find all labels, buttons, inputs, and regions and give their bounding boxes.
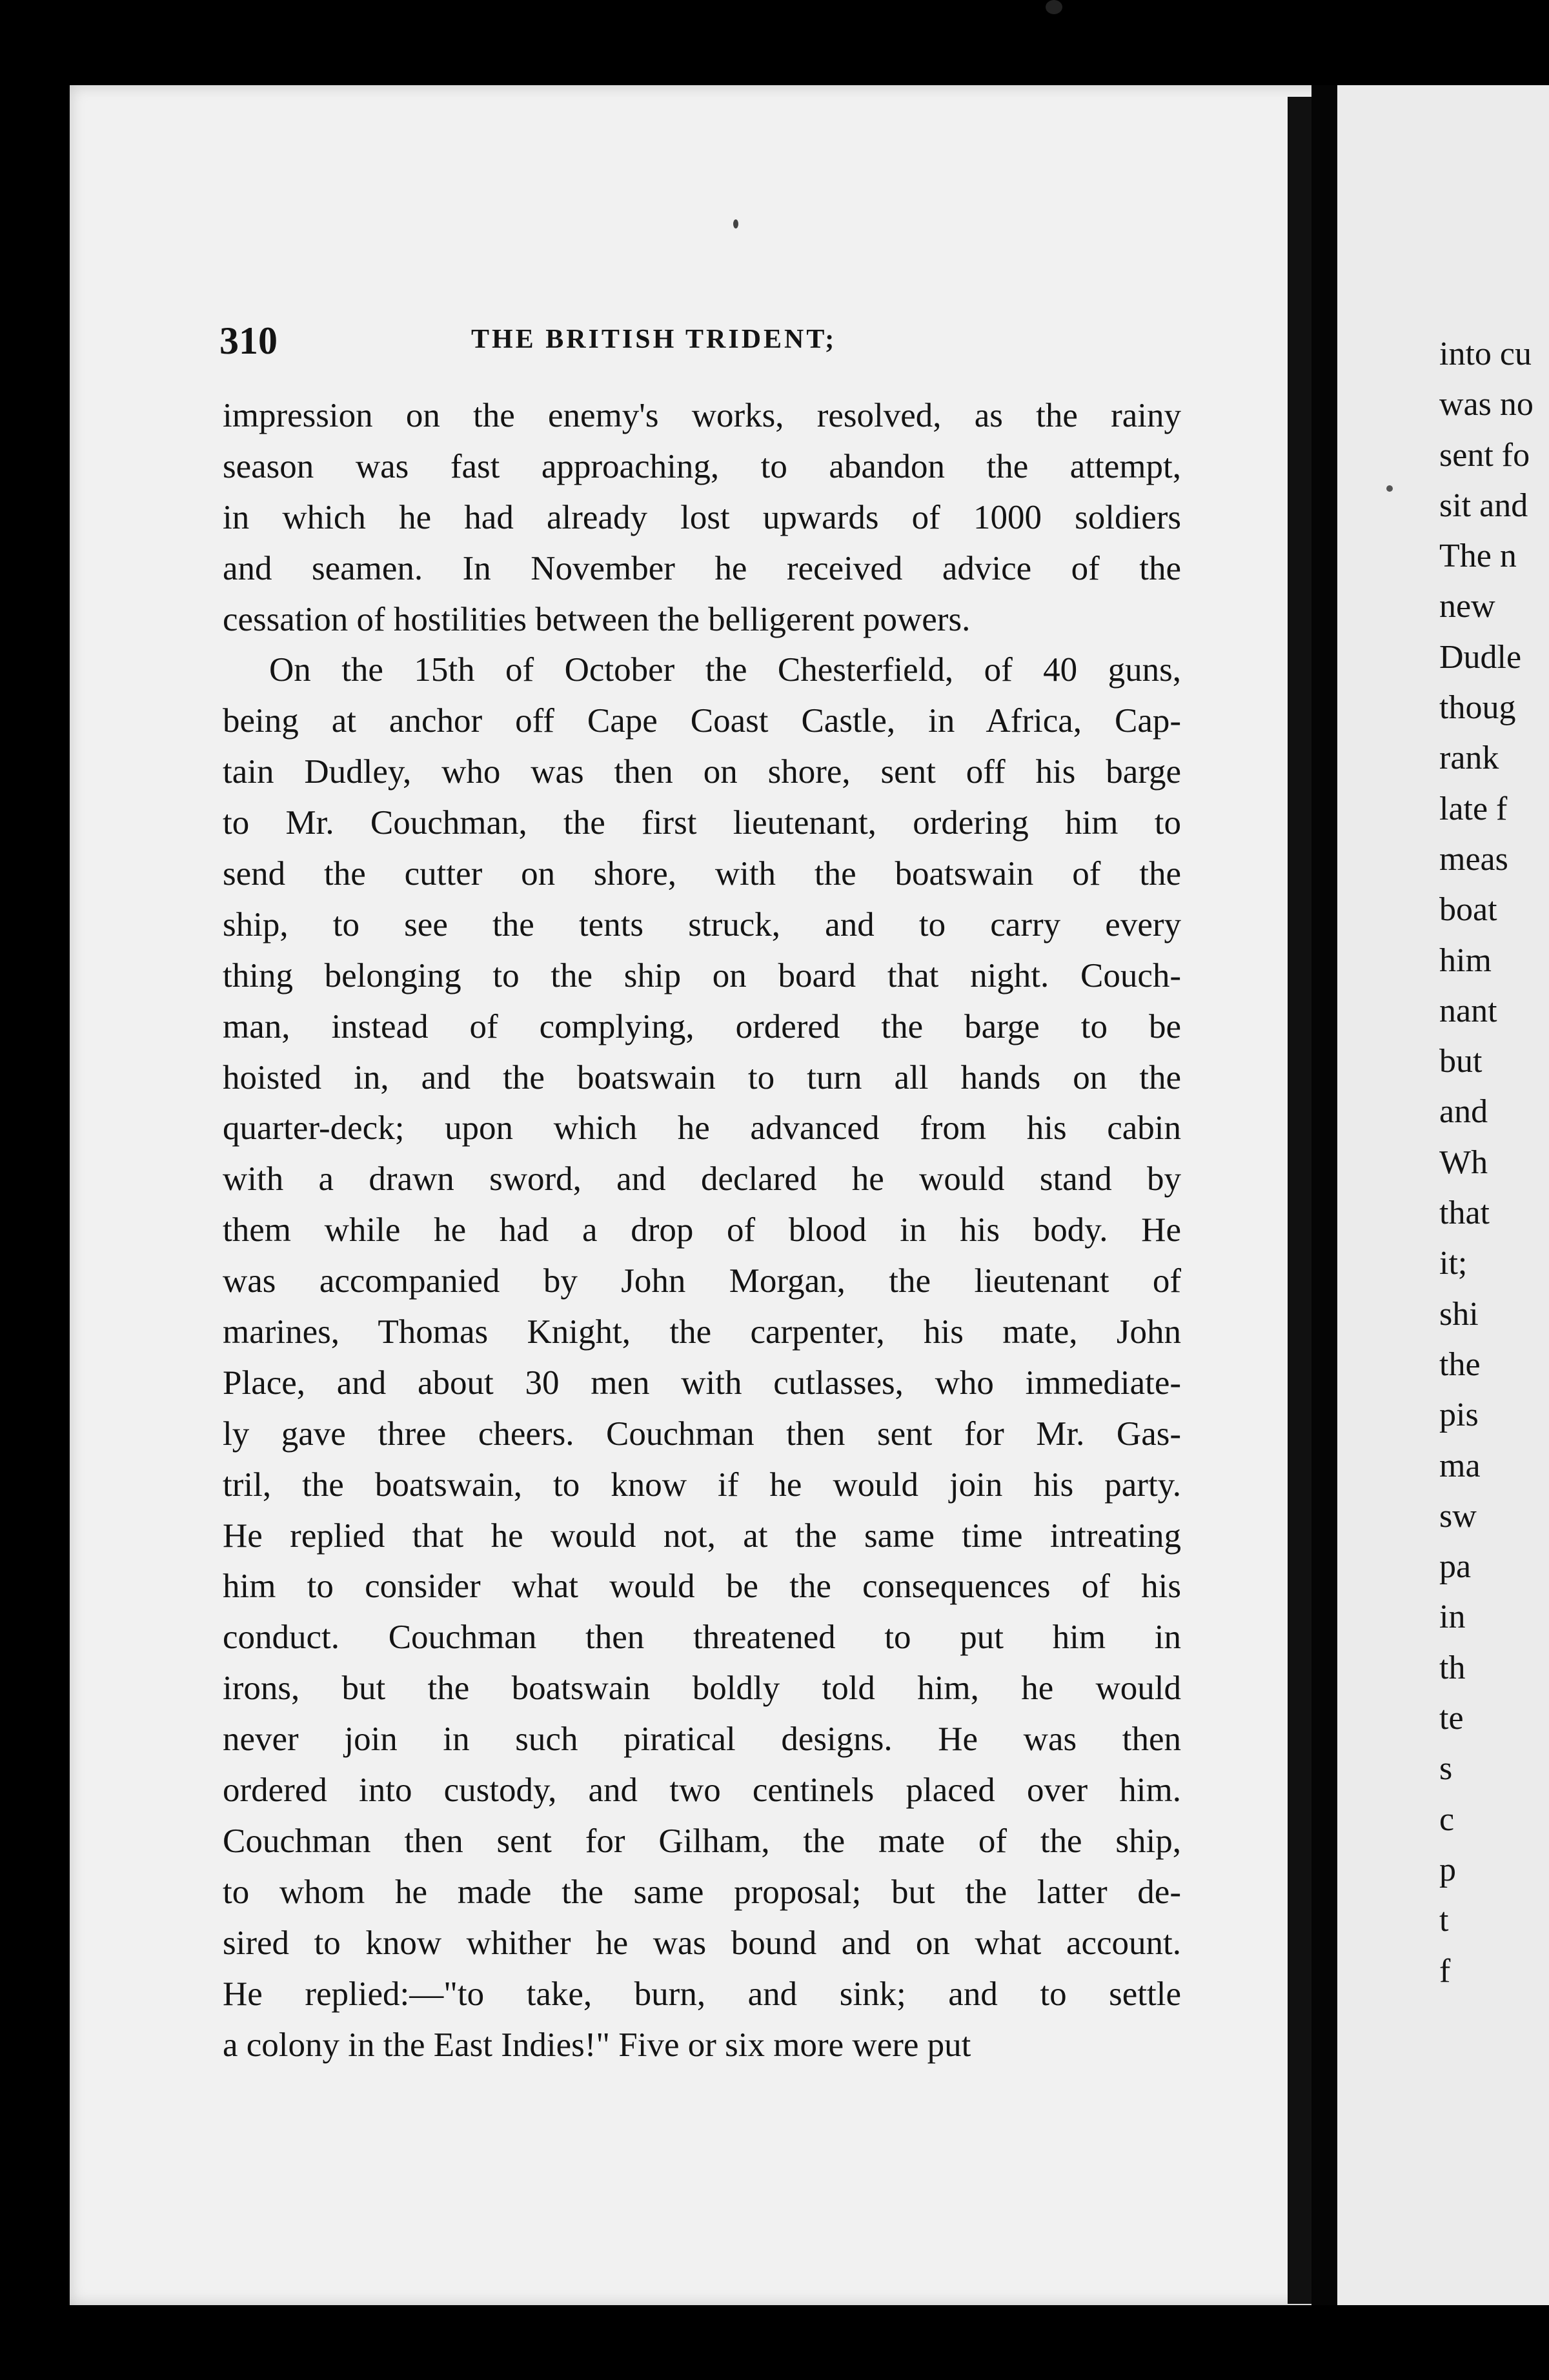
fragment-line: late f (1439, 790, 1508, 827)
text-line: being at anchor off Cape Coast Castle, in Africa, Cap- (223, 702, 1181, 740)
text-line: in which he had already lost upwards of 1000 soldiers (223, 498, 1181, 536)
text-line: sired to know whither he was bound and on what account. (223, 1924, 1181, 1962)
text-line: man, instead of complying, ordered the barge to be (223, 1007, 1181, 1045)
text-line: him to consider what would be the consequences of his (223, 1568, 1181, 1606)
fragment-line: but (1439, 1043, 1483, 1080)
fragment-line: him (1439, 942, 1492, 979)
scan-speck (733, 219, 738, 228)
text-line: tril, the boatswain, to know if he would join his party. (223, 1466, 1181, 1504)
fragment-line: pa (1439, 1548, 1472, 1586)
text-line: ordered into custody, and two centinels placed over him. (223, 1771, 1181, 1810)
fragment-line: it; (1439, 1245, 1468, 1282)
fragment-line: f (1439, 1952, 1451, 1990)
fragment-line: t (1439, 1902, 1449, 1939)
text-line: He replied that he would not, at the same time intreating (223, 1517, 1181, 1555)
fragment-line: te (1439, 1700, 1464, 1737)
text-line: a colony in the East Indies!" Five or six more were put (223, 2026, 971, 2064)
text-line: and seamen. In November he received advice of the (223, 549, 1181, 587)
fragment-line: sw (1439, 1497, 1477, 1535)
fragment-line: new (1439, 588, 1495, 625)
fragment-line: nant (1439, 992, 1497, 1029)
text-line: tain Dudley, who was then on shore, sent off his barge (223, 753, 1181, 791)
fragment-line: in (1439, 1598, 1466, 1636)
page-number: 310 (219, 319, 278, 362)
fragment-line: shi (1439, 1295, 1479, 1333)
text-line: Couchman then sent for Gilham, the mate of the ship, (223, 1822, 1181, 1860)
fragment-line: boat (1439, 891, 1497, 929)
fragment-line: th (1439, 1649, 1466, 1686)
right-page-text-fragment (1439, 329, 1549, 1997)
fragment-line: Dudle (1439, 638, 1522, 676)
text-line: with a drawn sword, and declared he would stand by (223, 1160, 1181, 1198)
text-line: was accompanied by John Morgan, the lieutenant of (223, 1262, 1181, 1300)
fragment-line: sent fo (1439, 436, 1530, 474)
fragment-line: p (1439, 1851, 1456, 1888)
text-line: He replied:—"to take, burn, and sink; and to settle (223, 1975, 1181, 2013)
fragment-line: Wh (1439, 1144, 1488, 1181)
fragment-line: was no (1439, 386, 1534, 423)
text-line: marines, Thomas Knight, the carpenter, his mate, John (223, 1313, 1181, 1351)
scan-speck (1046, 0, 1062, 14)
fragment-line: The n (1439, 538, 1517, 575)
text-line: them while he had a drop of blood in his body. He (223, 1211, 1181, 1249)
text-line: On the 15th of October the Chesterfield, of 40 guns, (269, 651, 1181, 689)
text-line: ship, to see the tents struck, and to carry every (223, 905, 1181, 943)
text-line: to whom he made the same proposal; but the latter de- (223, 1873, 1181, 1911)
body-text (223, 390, 1181, 2070)
fragment-line: meas (1439, 840, 1508, 878)
fragment-line: thoug (1439, 689, 1516, 727)
fragment-line: that (1439, 1195, 1490, 1232)
text-line: cessation of hostilities between the belligerent powers. (223, 600, 971, 638)
running-head: THE BRITISH TRIDENT; (471, 325, 837, 354)
fragment-line: s (1439, 1750, 1453, 1788)
fragment-line: c (1439, 1800, 1455, 1838)
fragment-line: ma (1439, 1447, 1481, 1484)
scan-speck (1386, 485, 1393, 492)
text-line: ly gave three cheers. Couchman then sent for Mr. Gas- (223, 1415, 1181, 1453)
text-line: thing belonging to the ship on board that night. Couch- (223, 956, 1181, 994)
text-line: send the cutter on shore, with the boatswain of the (223, 855, 1181, 893)
text-line: season was fast approaching, to abandon the attempt, (223, 447, 1181, 485)
fragment-line: rank (1439, 740, 1499, 777)
fragment-line: the (1439, 1346, 1481, 1383)
book-gutter (1288, 97, 1312, 2304)
fragment-line: into cu (1439, 336, 1532, 372)
text-line: to Mr. Couchman, the first lieutenant, ordering him to (223, 804, 1181, 842)
text-line: impression on the enemy's works, resolved, as the rainy (223, 397, 1181, 434)
text-line: conduct. Couchman then threatened to put him in (223, 1619, 1181, 1657)
text-line: never join in such piratical designs. He was then (223, 1720, 1181, 1759)
text-line: irons, but the boatswain boldly told him, he would (223, 1669, 1181, 1708)
text-line: hoisted in, and the boatswain to turn all hands on the (223, 1058, 1181, 1096)
text-line: quarter-deck; upon which he advanced from his cabin (223, 1109, 1181, 1147)
fragment-line: pis (1439, 1397, 1479, 1434)
fragment-line: sit and (1439, 487, 1528, 524)
text-line: Place, and about 30 men with cutlasses, who immediate- (223, 1364, 1181, 1402)
fragment-line: and (1439, 1093, 1488, 1131)
